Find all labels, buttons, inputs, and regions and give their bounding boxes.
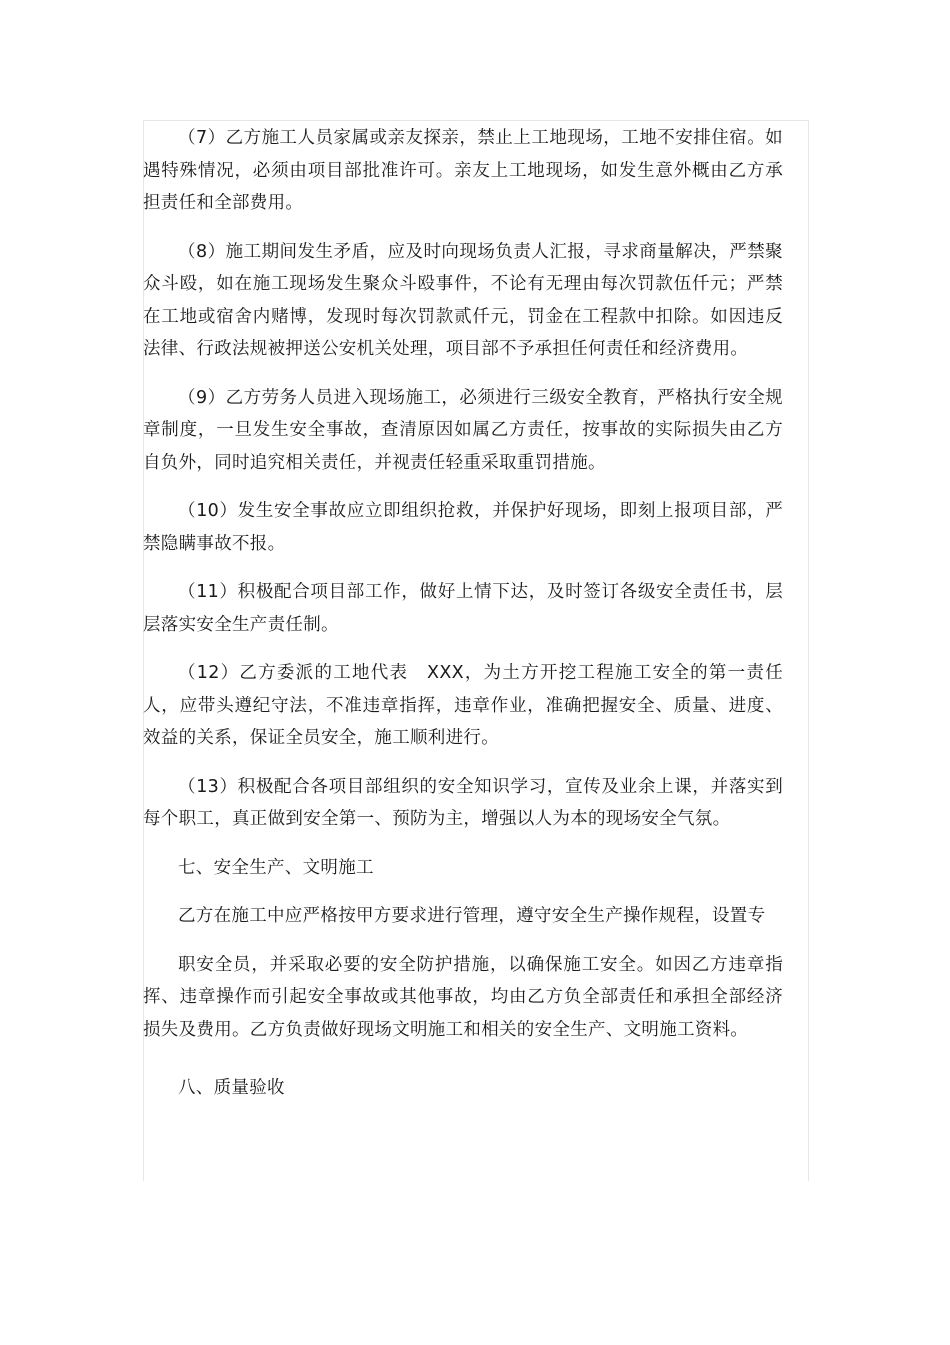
section-heading-quality: 八、质量验收 <box>178 1078 285 1098</box>
paragraph-item-11: （11）积极配合项目部工作，做好上情下达，及时签订各级安全责任书，层层落实安全生产责任制。 <box>143 582 783 635</box>
paragraph-item-12: （12）乙方委派的工地代表 XXX，为土方开挖工程施工安全的第一责任人，应带头遵纪守法，不准违章指挥，违章作业，准确把握安全、质量、进度、效益的关系，保证全员安全，施工顺利进行。 <box>143 663 783 748</box>
paragraph-item-10: （10）发生安全事故应立即组织抢救，并保护好现场，即刻上报项目部，严禁隐瞒事故不报。 <box>143 501 783 554</box>
paragraph-safety-body: 职安全员，并采取必要的安全防护措施，以确保施工安全。如因乙方违章指挥、违章操作而引起安全事故或其他事故，均由乙方负全部责任和承担全部经济损失及费用。乙方负责做好现场文明施工和相关的安全生产、文明施工资料。 <box>143 954 783 1040</box>
document-body <box>143 122 783 1105</box>
section-heading-safety: 七、安全生产、文明施工 <box>178 857 374 878</box>
paragraph-item-7: （7）乙方施工人员家属或亲友探亲，禁止上工地现场，工地不安排住宿。如遇特殊情况，必须由项目部批准许可。亲友上工地现场，如发生意外概由乙方承担责任和全部费用。 <box>143 128 783 213</box>
paragraph-safety-intro: 乙方在施工中应严格按甲方要求进行管理，遵守安全生产操作规程，设置专 <box>178 906 766 926</box>
paragraph-item-8: （8）施工期间发生矛盾，应及时向现场负责人汇报，寻求商量解决，严禁聚众斗殴，如在施工现场发生聚众斗殴事件，不论有无理由每次罚款伍仟元；严禁在工地或宿舍内赌博，发现时每次罚款贰仟元，罚金在工程款中扣除。如因违反法律、行政法规被押送公安机关处理，项目部不予承担任何责任和经济费用。 <box>143 241 783 359</box>
paragraph-item-9: （9）乙方劳务人员进入现场施工，必须进行三级安全教育，严格执行安全规章制度，一旦发生安全事故，查清原因如属乙方责任，按事故的实际损失由乙方自负外，同时追究相关责任，并视责任轻重采取重罚措施。 <box>143 387 783 473</box>
paragraph-item-13: （13）积极配合各项目部组织的安全知识学习，宣传及业余上课，并落实到每个职工，真正做到安全第一、预防为主，增强以人为本的现场安全气氛。 <box>143 776 783 829</box>
